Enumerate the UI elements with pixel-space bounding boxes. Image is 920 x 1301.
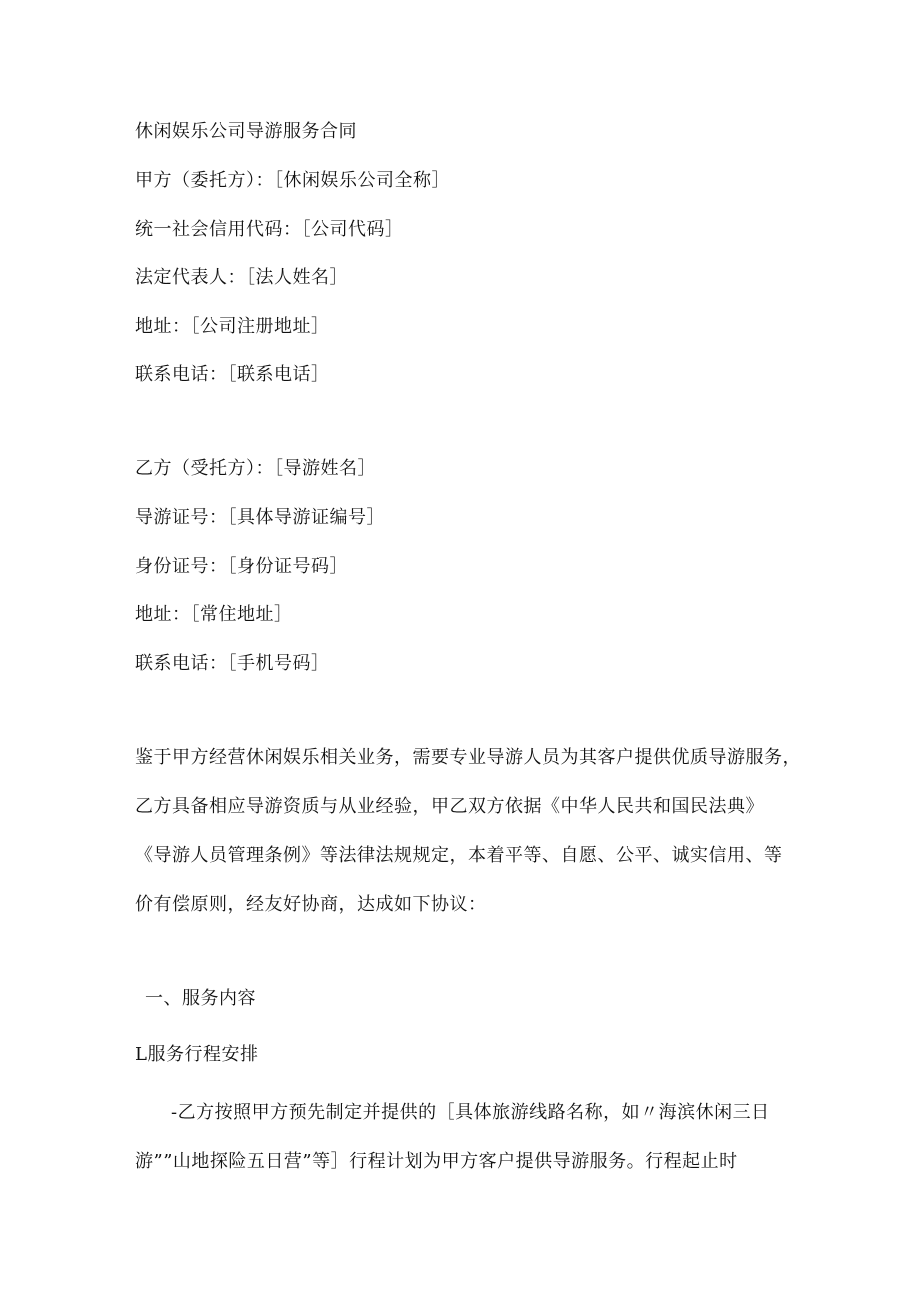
preamble-line: 乙方具备相应导游资质与从业经验，甲乙双方依据《中华人民共和国民法典》 xyxy=(135,796,764,817)
contract-title: 休闲娱乐公司导游服务合同 xyxy=(135,121,357,142)
section-heading: 一、服务内容 xyxy=(145,988,256,1009)
party-b-name: 乙方（受托方）：［导游姓名］ xyxy=(135,458,376,479)
party-a-credit-code: 统一社会信用代码：［公司代码］ xyxy=(135,219,404,240)
party-b-phone: 联系电话：［手机号码］ xyxy=(135,653,330,674)
preamble-line: 鉴于甲方经营休闲娱乐相关业务，需要专业导游人员为其客户提供优质导游服务， xyxy=(135,747,801,768)
section-body-line: 游””山地探险五日营”等］行程计划为甲方客户提供导游服务。行程起止时 xyxy=(135,1151,738,1172)
party-b-guide-cert: 导游证号：［具体导游证编号］ xyxy=(135,507,385,528)
preamble-line: 价有偿原则，经友好协商，达成如下协议： xyxy=(135,894,487,915)
party-b-address: 地址：［常住地址］ xyxy=(135,604,293,625)
section-body xyxy=(135,1088,790,1186)
subsection-heading: L服务行程安排 xyxy=(135,1044,259,1065)
party-a-address: 地址：［公司注册地址］ xyxy=(135,316,330,337)
section-body-line: -乙方按照甲方预先制定并提供的［具体旅游线路名称，如〃海滨休闲三日 xyxy=(171,1102,770,1123)
party-a-phone: 联系电话：［联系电话］ xyxy=(135,364,330,385)
party-a-name: 甲方（委托方）：［休闲娱乐公司全称］ xyxy=(135,170,450,191)
party-a-legal-rep: 法定代表人：［法人姓名］ xyxy=(135,267,348,288)
preamble-line: 《导游人员管理条例》等法律法规规定，本着平等、自愿、公平、诚实信用、等 xyxy=(135,845,783,866)
preamble-paragraph xyxy=(135,733,801,929)
party-b-id-number: 身份证号：［身份证号码］ xyxy=(135,556,348,577)
